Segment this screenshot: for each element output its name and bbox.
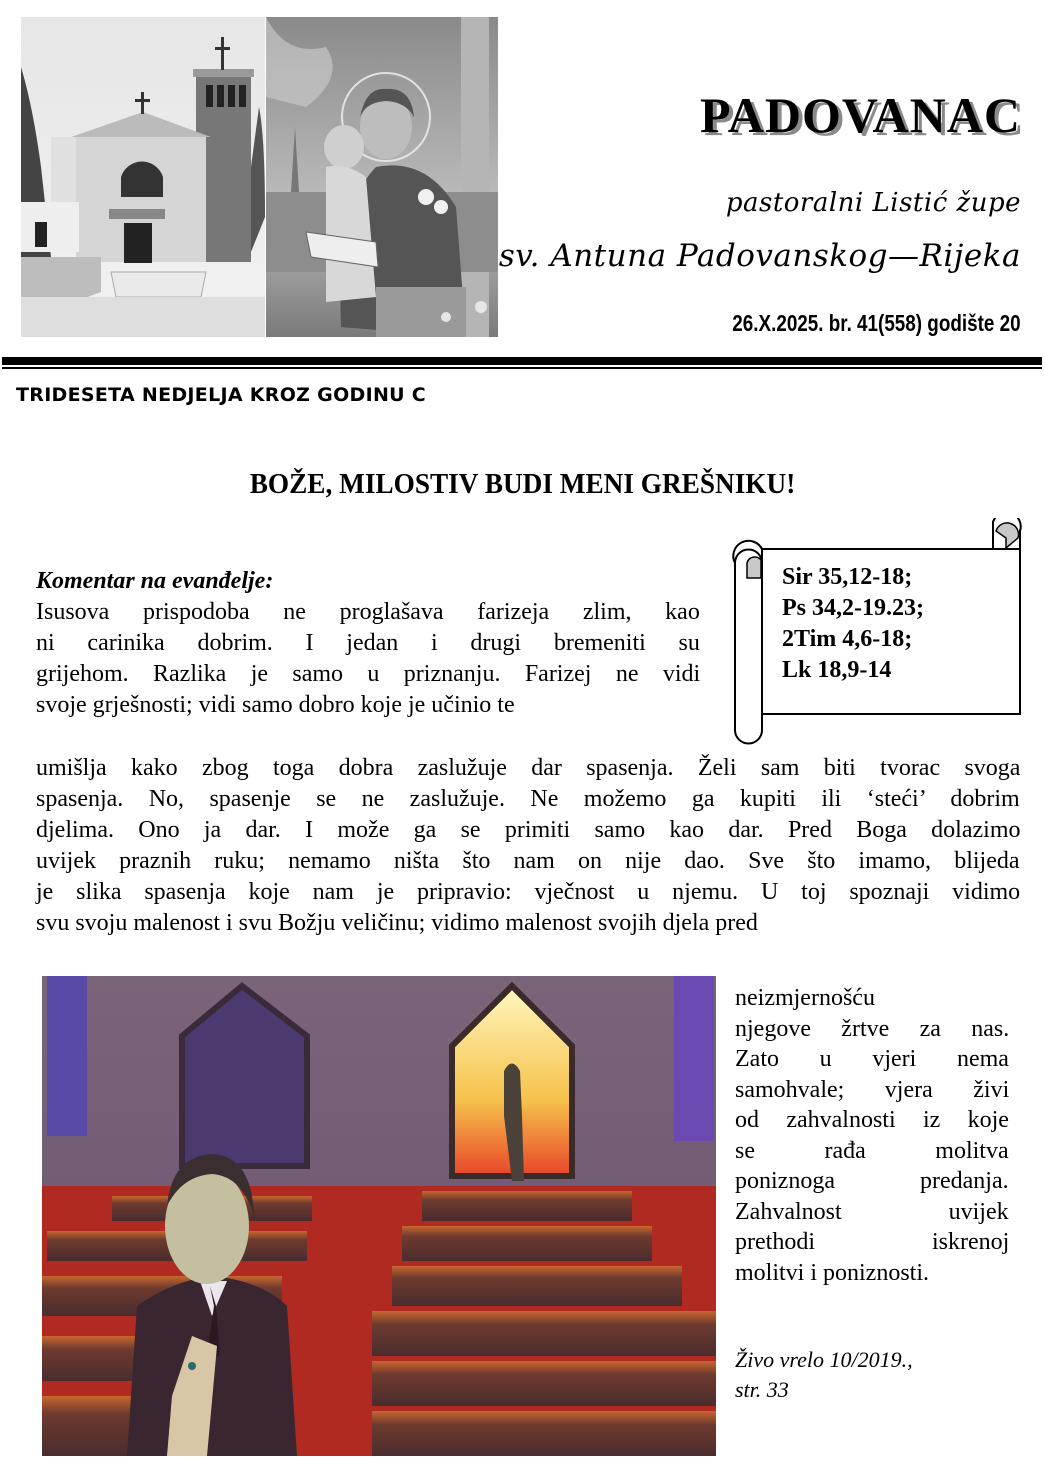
source-line-2: str. 33: [735, 1377, 789, 1402]
text-line: svoje grješnosti; vidi samo dobro koje je učinio te: [36, 692, 515, 718]
text-line: uvijek praznih ruku; nemamo ništa što nam on nije dao. Sve što imamo, blijeda: [36, 848, 1020, 874]
liturgy-readings: [782, 562, 924, 686]
text-line: se rađa molitva: [735, 1137, 1009, 1164]
text-line: molitvi i poniznosti.: [735, 1259, 930, 1286]
church-photo: [21, 17, 265, 337]
text-line: prethodi iskrenoj: [735, 1229, 1010, 1255]
church-illustration: [21, 17, 265, 337]
reading-4: Lk 18,9-14: [782, 657, 892, 683]
prayer-painting: [42, 976, 716, 1456]
text-line: Zato u vjeri nema: [735, 1046, 1009, 1072]
text-line: svu svoju malenost i svu Božju veličinu; vidimo malenost svojih djela pred: [36, 910, 758, 936]
headline: BOŽE, MILOSTIV BUDI MENI GREŠNIKU!: [249, 468, 796, 500]
issue-info: 26.X.2025. br. 41(558) godište 20: [732, 310, 1021, 336]
commentary-paragraph-full: [36, 753, 1020, 939]
reading-3: 2Tim 4,6-18;: [782, 626, 913, 652]
text-line: poniznoga predanja.: [735, 1168, 1009, 1194]
newsletter-subtitle-line1: pastoralni Listić župe: [725, 188, 1021, 218]
commentary-paragraph-side: [735, 983, 1009, 1288]
newsletter-subtitle-line2: sv. Antuna Padovanskog—Rijeka: [498, 238, 1021, 274]
commentary-source: [735, 1345, 913, 1405]
header-divider-thin: [2, 367, 1042, 369]
saint-illustration: [266, 17, 498, 337]
source-line-1: Živo vrelo 10/2019.,: [735, 1347, 913, 1372]
liturgical-sunday-label: TRIDESETA NEDJELJA KROZ GODINU C: [16, 384, 427, 406]
text-line: ni carinika dobrim. I jedan i drugi bremeniti su: [36, 630, 700, 656]
reading-1: Sir 35,12-18;: [782, 564, 913, 590]
text-line: spasenja. No, spasenje se ne zaslužuje. Ne možemo ga kupiti ili ‘steći’ dobrim: [36, 786, 1020, 812]
commentary-heading: Komentar na evanđelje:: [36, 568, 274, 594]
header-divider-thick: [2, 357, 1042, 365]
commentary-paragraph-top: [36, 597, 700, 721]
text-line: od zahvalnosti iz koje: [735, 1107, 1009, 1133]
newsletter-title: PADOVANAC: [699, 87, 1021, 143]
text-line: Isusova prispodoba ne proglašava farizeja zlim, kao: [36, 599, 700, 625]
saint-anthony-painting: [266, 17, 498, 337]
text-line: neizmjernošću: [735, 985, 875, 1011]
text-line: umišlja kako zbog toga dobra zaslužuje dar spasenja. Želi sam biti tvorac svoga: [36, 755, 1021, 781]
text-line: je slika spasenja koje nam je pripravio: vječnost u njemu. U toj spoznaji vidimo: [36, 879, 1021, 905]
reading-2: Ps 34,2-19.23;: [782, 595, 924, 621]
text-line: njegove žrtve za nas.: [735, 1015, 1010, 1042]
text-line: Zahvalnost uvijek: [735, 1198, 1009, 1225]
text-line: samohvale; vjera živi: [735, 1076, 1010, 1103]
painting-illustration: [42, 976, 716, 1456]
text-line: djelima. Ono ja dar. I može ga se primiti samo kao dar. Pred Boga dolazimo: [36, 817, 1021, 843]
text-line: grijehom. Razlika je samo u priznanju. Farizej ne vidi: [36, 661, 701, 687]
